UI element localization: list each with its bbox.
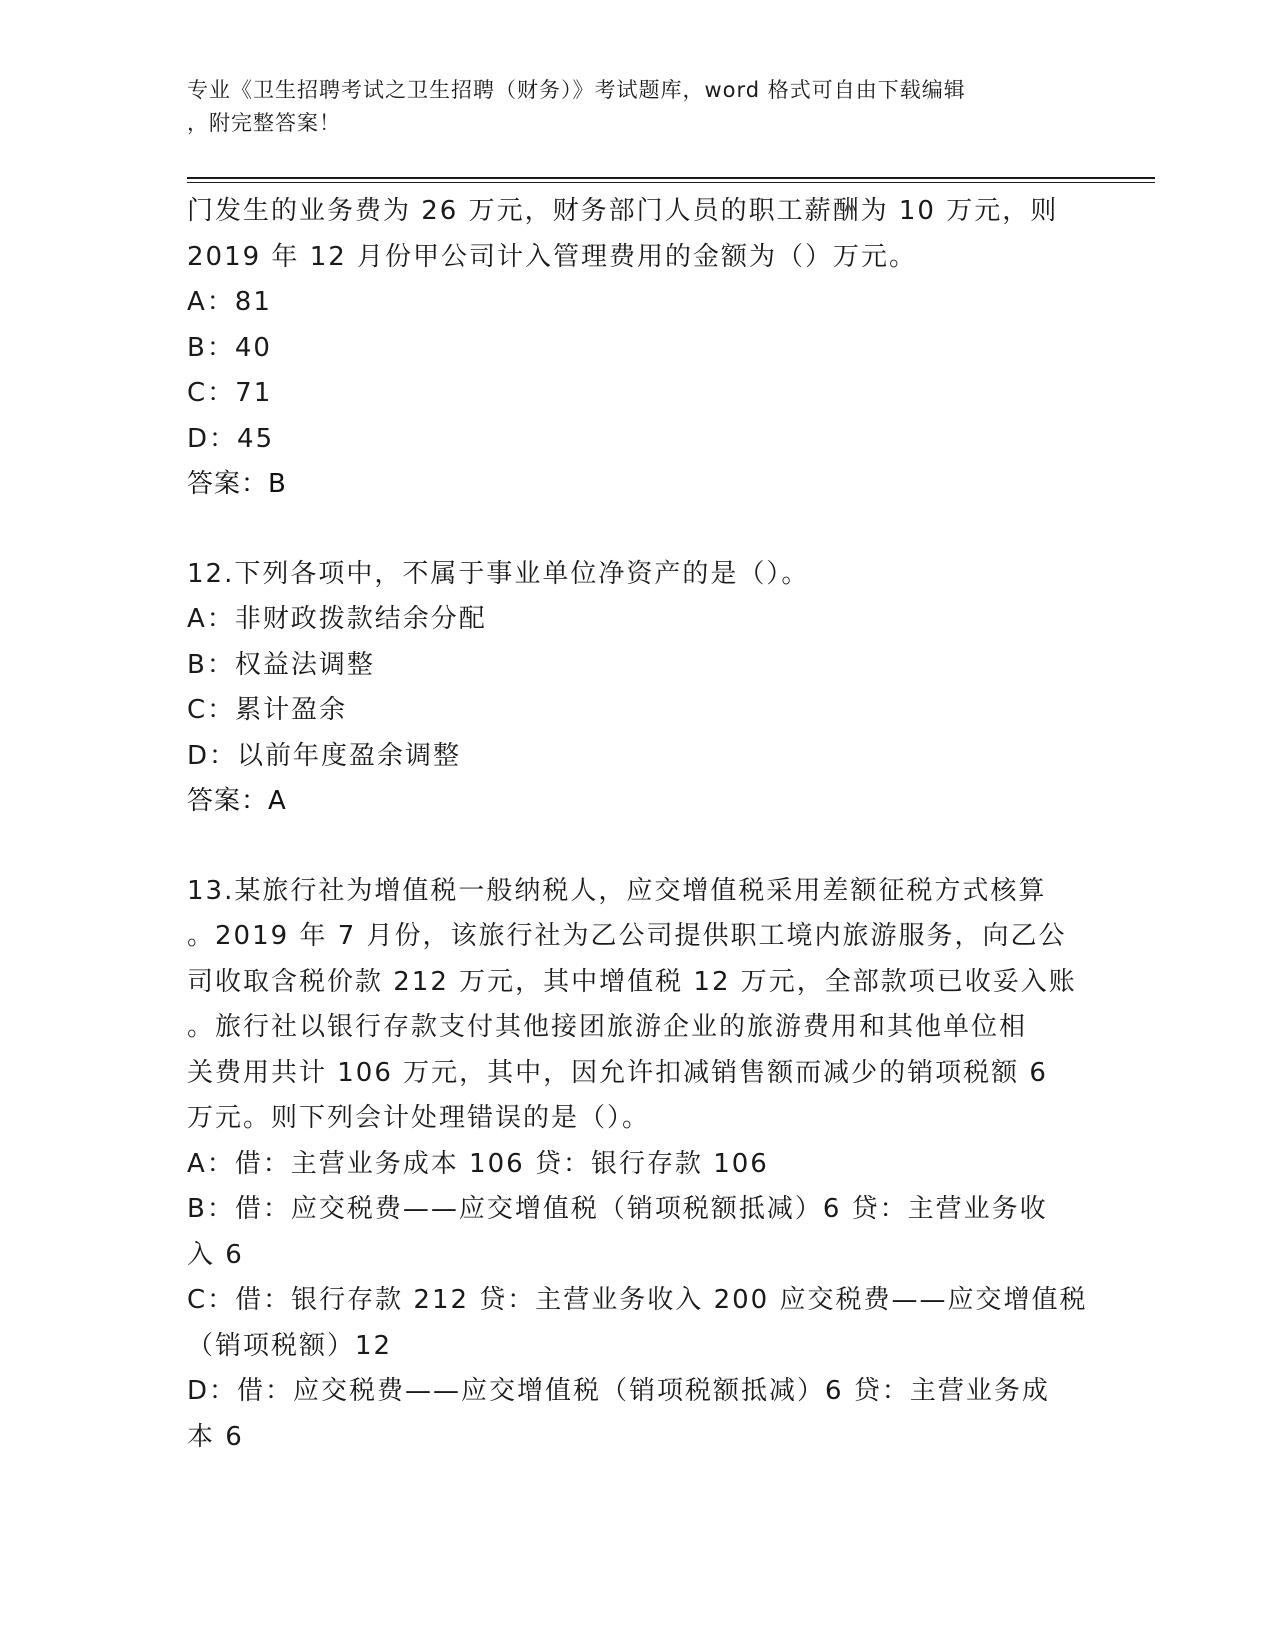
question-spacer: [187, 825, 1077, 869]
question-12: [187, 552, 1077, 825]
option-a: A：81: [187, 287, 272, 317]
question-stem-line: 关费用共计 106 万元，其中，因允许扣减销售额而减少的销项税额 6: [187, 1057, 1048, 1088]
header-line-2: ，附完整答案！: [187, 111, 341, 135]
question-stem-line: 门发生的业务费为 26 万元，财务部门人员的职工薪酬为 10 万元，则: [187, 196, 1059, 226]
answer-label: 答案：B: [187, 469, 287, 499]
option-d: D：借：应交税费——应交增值税（销项税额抵减）6 贷：主营业务成: [187, 1376, 1050, 1406]
option-c-continued: （销项税额）12: [187, 1330, 393, 1361]
option-d: D：45: [187, 423, 275, 454]
question-11: [187, 189, 1077, 508]
option-d: D：以前年度盈余调整: [187, 740, 462, 771]
option-a: A：非财政拨款结余分配: [187, 604, 487, 634]
option-a: A：借：主营业务成本 106 贷：银行存款 106: [187, 1148, 769, 1179]
question-13: [187, 869, 1088, 1461]
option-c: C：累计盈余: [187, 695, 348, 725]
option-c: C：71: [187, 378, 273, 408]
question-stem-line: 。旅行社以银行存款支付其他接团旅游企业的旅游费用和其他单位相: [187, 1012, 1028, 1042]
question-stem-line: 2019 年 12 月份甲公司计入管理费用的金额为（）万元。: [187, 241, 918, 272]
document-header: [187, 74, 1067, 140]
header-divider-thin: [187, 182, 1155, 183]
option-b: B：借：应交税费——应交增值税（销项税额抵减）6 贷：主营业务收: [187, 1194, 1048, 1224]
answer-label: 答案：A: [187, 786, 287, 816]
document-body: [187, 189, 1088, 1460]
header-divider-thick: [187, 177, 1155, 179]
question-stem-line: 万元。则下列会计处理错误的是（）。: [187, 1103, 651, 1133]
question-stem-line: 13.某旅行社为增值税一般纳税人，应交增值税采用差额征税方式核算: [187, 875, 1047, 906]
option-b: B：40: [187, 332, 272, 363]
header-line-1: 专业《卫生招聘考试之卫生招聘（财务）》考试题库，word 格式可自由下载编辑: [187, 78, 966, 102]
option-b-continued: 入 6: [187, 1239, 244, 1270]
option-b: B：权益法调整: [187, 649, 375, 680]
option-c: C：借：银行存款 212 贷：主营业务收入 200 应交税费——应交增值税: [187, 1285, 1088, 1315]
question-stem-line: 司收取含税价款 212 万元，其中增值税 12 万元，全部款项已收妥入账: [187, 966, 1077, 997]
question-stem-line: 。2019 年 7 月份，该旅行社为乙公司提供职工境内旅游服务，向乙公: [187, 921, 1067, 951]
question-spacer: [187, 508, 1077, 552]
option-d-continued: 本 6: [187, 1421, 244, 1452]
question-stem-line: 12.下列各项中，不属于事业单位净资产的是（）。: [187, 558, 810, 589]
